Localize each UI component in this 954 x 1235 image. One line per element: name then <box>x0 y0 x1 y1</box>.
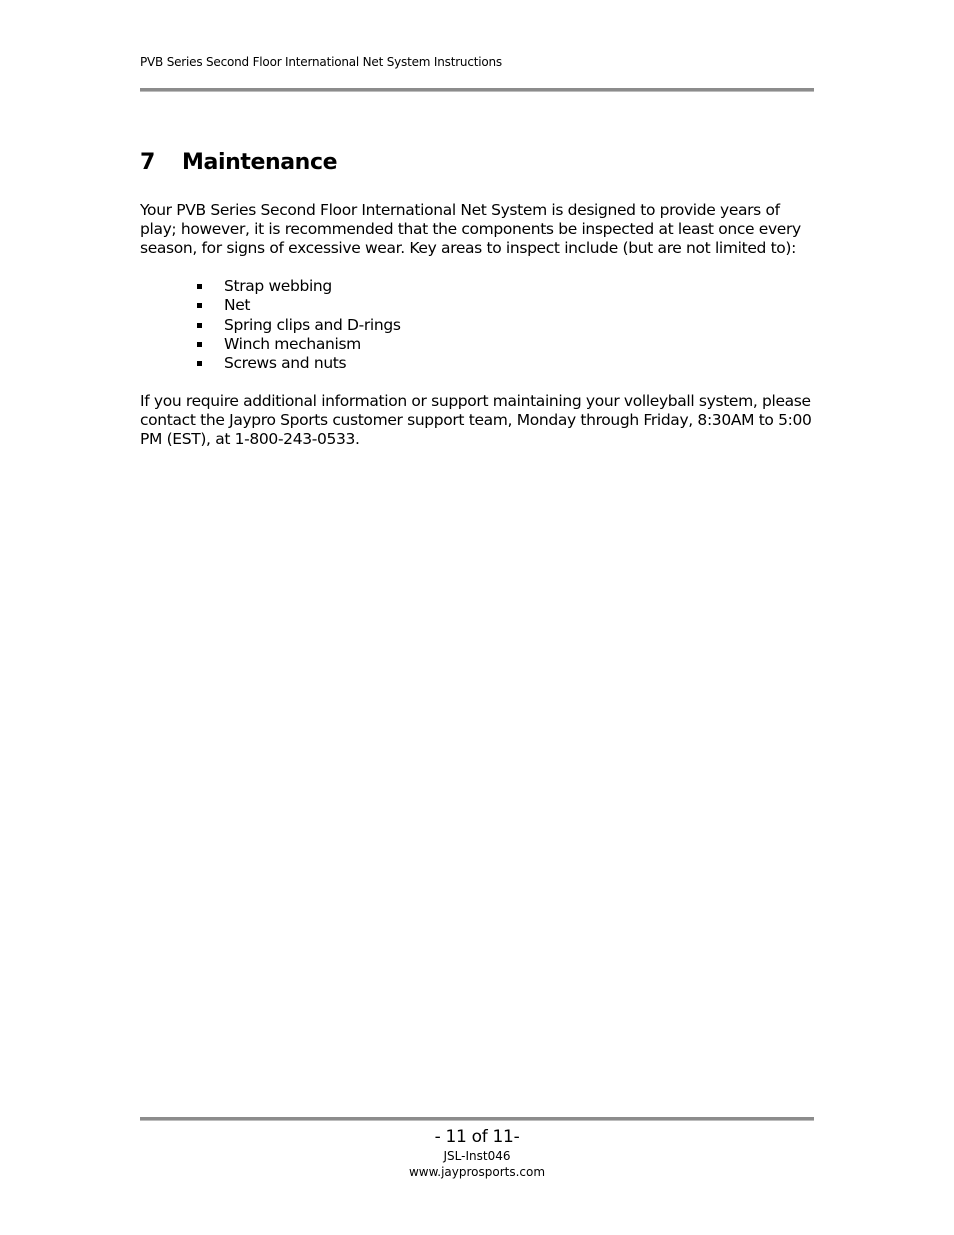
website-url: www.jayprosports.com <box>408 1165 546 1179</box>
square-bullet-icon <box>197 361 202 366</box>
list-item-label: Screws and nuts <box>224 354 347 373</box>
square-bullet-icon <box>197 284 202 289</box>
section-heading <box>140 150 337 175</box>
page-number: - 11 of 11- <box>434 1127 520 1147</box>
section-title: Maintenance <box>182 150 338 175</box>
support-paragraph: If you require additional information or support maintaining your volleyball system, please contact the Jaypro Sports customer support team, Monday through Friday, 8:30AM to 5:00 PM (EST), at 1-800-243-0533. <box>140 392 812 448</box>
list-item-label: Spring clips and D-rings <box>224 315 401 334</box>
square-bullet-icon <box>197 342 202 347</box>
header-divider <box>140 88 814 92</box>
inspection-list <box>196 277 401 373</box>
document-header: PVB Series Second Floor International Net System Instructions <box>140 55 502 69</box>
list-item <box>196 335 401 354</box>
document-id: JSL-Inst046 <box>443 1149 511 1163</box>
square-bullet-icon <box>197 323 202 328</box>
list-item-label: Strap webbing <box>224 277 332 295</box>
page-footer <box>140 1126 814 1180</box>
list-item-label: Winch mechanism <box>224 334 361 353</box>
list-item <box>196 277 401 296</box>
list-item <box>196 296 401 315</box>
list-item <box>196 316 401 335</box>
list-item-label: Net <box>224 296 251 315</box>
list-item <box>196 354 401 373</box>
intro-paragraph: Your PVB Series Second Floor International Net System is designed to provide years of play; however, it is recommended that the components be inspected at least once every season, for signs of excessive wear. Key areas to inspect include (but are not limited to): <box>140 201 801 257</box>
section-number: 7 <box>140 150 155 175</box>
footer-divider <box>140 1117 814 1121</box>
square-bullet-icon <box>197 303 202 308</box>
